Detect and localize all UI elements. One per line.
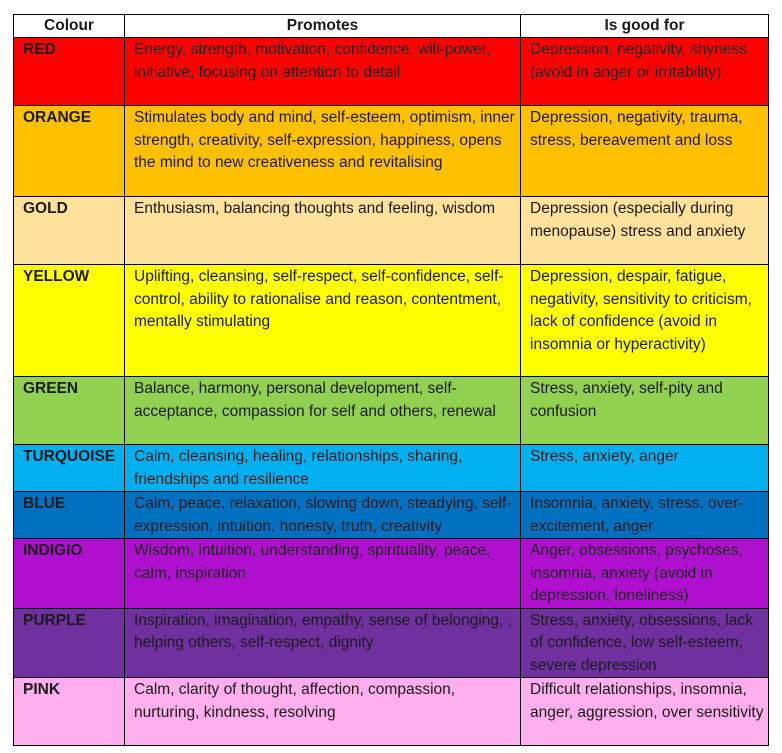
promotes-cell: Calm, peace, relaxation, slowing down, steadying, self-expression, intuition, honesty, truth, creativity (125, 492, 521, 539)
good-for-cell: Stress, anxiety, self-pity and confusion (521, 377, 769, 445)
good-for-cell: Stress, anxiety, obsessions, lack of confidence, low self-esteem, severe depression (521, 608, 769, 678)
promotes-cell: Stimulates body and mind, self-esteem, optimism, inner strength, creativity, self-expression, happiness, opens the mind to new creativeness and revitalising (125, 106, 521, 197)
promotes-cell: Calm, clarity of thought, affection, compassion, nurturing, kindness, resolving (125, 678, 521, 746)
colour-name-cell: YELLOW (14, 265, 125, 377)
good-for-cell: Depression (especially during menopause) stress and anxiety (521, 197, 769, 265)
promotes-cell: Wisdom, intuition, understanding, spirituality, peace, calm, inspiration (125, 539, 521, 609)
colour-therapy-table (13, 14, 769, 746)
promotes-cell: Calm, cleansing, healing, relationships, sharing, friendships and resilience (125, 445, 521, 492)
good-for-cell: Insomnia, anxiety, stress, over-excitement, anger (521, 492, 769, 539)
promotes-cell: Balance, harmony, personal development, self-acceptance, compassion for self and others, renewal (125, 377, 521, 445)
table-row (14, 678, 769, 746)
table-row (14, 492, 769, 539)
table-row (14, 265, 769, 377)
table-row (14, 608, 769, 678)
colour-name-cell: BLUE (14, 492, 125, 539)
promotes-cell: Enthusiasm, balancing thoughts and feeling, wisdom (125, 197, 521, 265)
promotes-cell: Inspiration, imagination, empathy, sense of belonging, , helping others, self-respect, dignity (125, 608, 521, 678)
good-for-cell: Depression, negativity, shyness (avoid in anger or irritability) (521, 38, 769, 106)
table-header (14, 15, 769, 38)
colour-name-cell: GOLD (14, 197, 125, 265)
table-row (14, 197, 769, 265)
good-for-cell: Difficult relationships, insomnia, anger, aggression, over sensitivity (521, 678, 769, 746)
colour-name-cell: PURPLE (14, 608, 125, 678)
table-row (14, 106, 769, 197)
good-for-cell: Depression, despair, fatigue, negativity, sensitivity to criticism, lack of confidence (avoid in insomnia or hyperactivity) (521, 265, 769, 377)
colour-name-cell: PINK (14, 678, 125, 746)
table-row (14, 539, 769, 609)
good-for-cell: Depression, negativity, trauma, stress, bereavement and loss (521, 106, 769, 197)
header-promotes: Promotes (125, 15, 521, 38)
good-for-cell: Anger, obsessions, psychoses, insomnia, anxiety (avoid in depression, loneliness) (521, 539, 769, 609)
promotes-cell: Uplifting, cleansing, self-respect, self-confidence, self-control, ability to rationalise and reason, contentment, mentally stimulating (125, 265, 521, 377)
table-row (14, 377, 769, 445)
table-row (14, 445, 769, 492)
header-colour: Colour (14, 15, 125, 38)
promotes-cell: Energy, strength, motivation, confidence, will-power, initiative, focusing on attention to detail (125, 38, 521, 106)
colour-name-cell: GREEN (14, 377, 125, 445)
header-good-for: Is good for (521, 15, 769, 38)
good-for-cell: Stress, anxiety, anger (521, 445, 769, 492)
colour-name-cell: TURQUOISE (14, 445, 125, 492)
table-body (14, 38, 769, 746)
colour-name-cell: RED (14, 38, 125, 106)
colour-name-cell: INDIGIO (14, 539, 125, 609)
colour-name-cell: ORANGE (14, 106, 125, 197)
header-row (14, 15, 769, 38)
table-row (14, 38, 769, 106)
